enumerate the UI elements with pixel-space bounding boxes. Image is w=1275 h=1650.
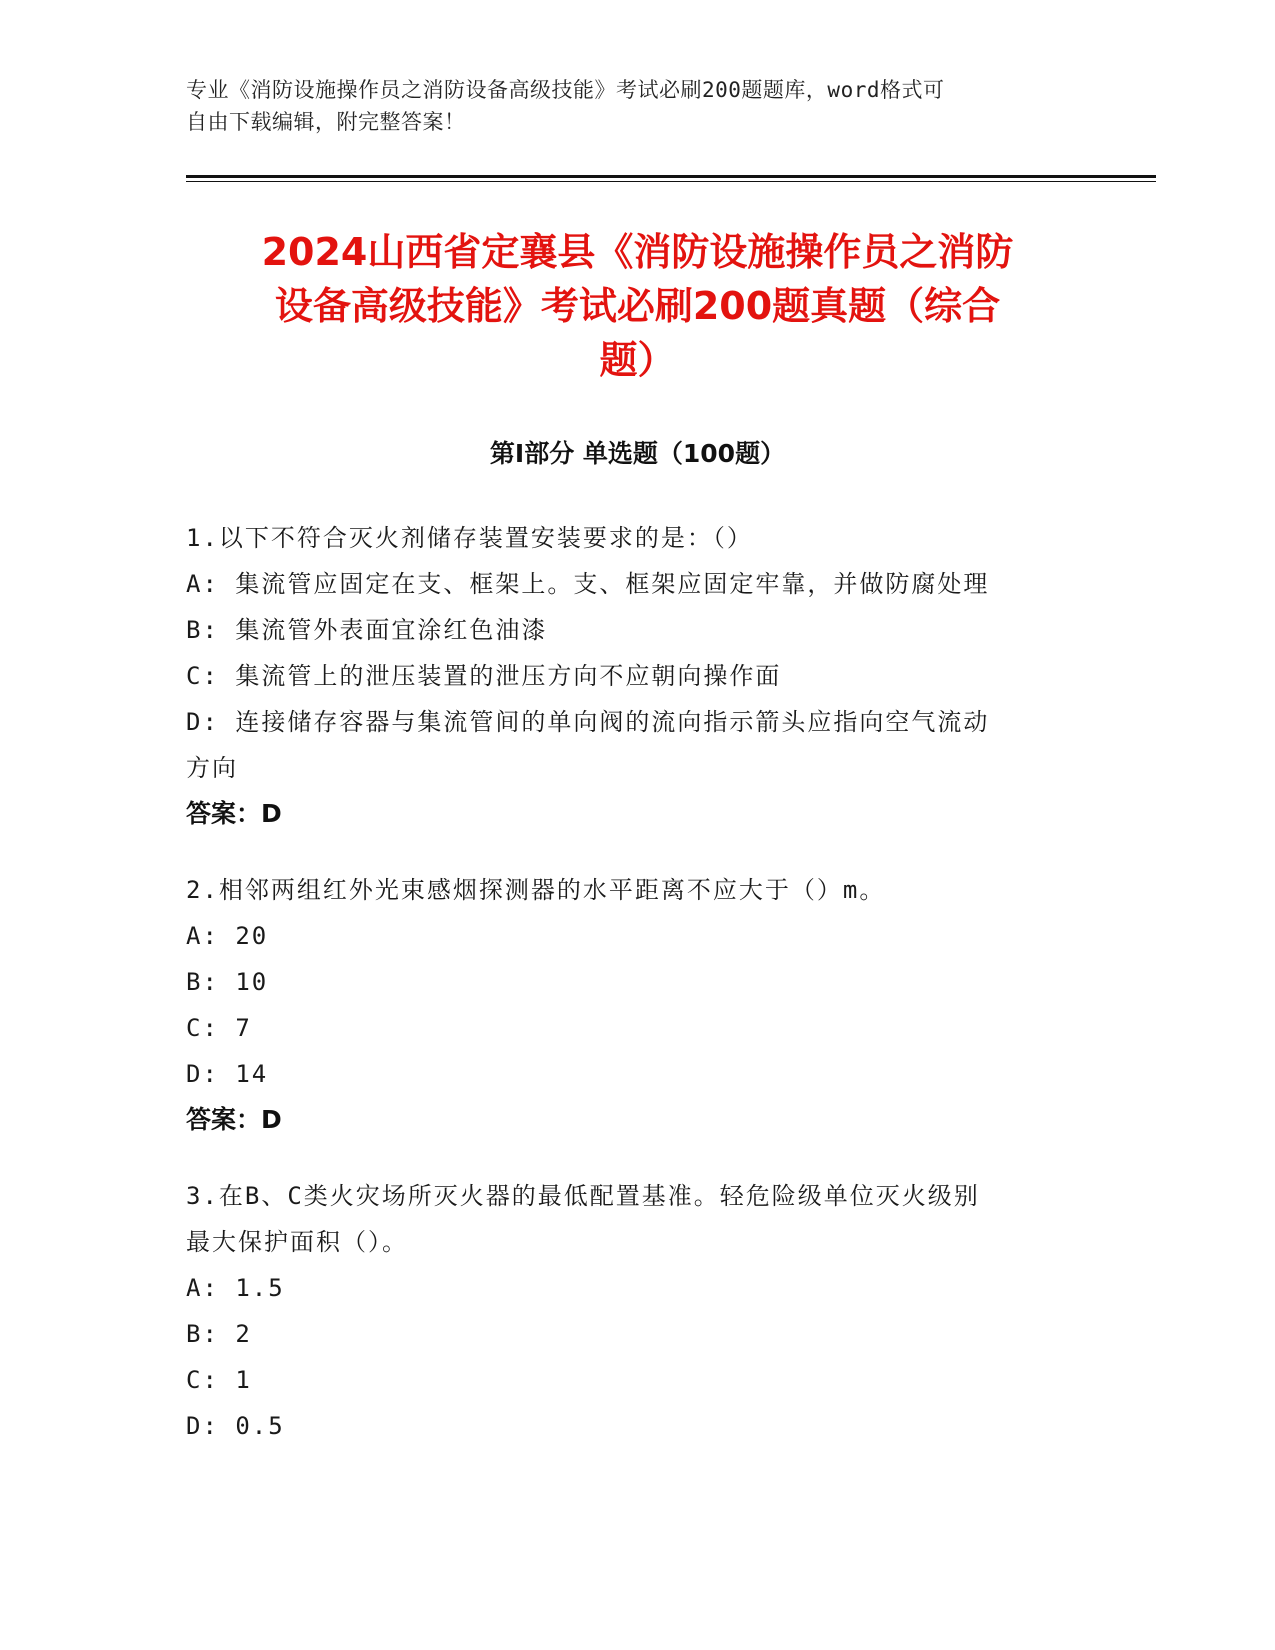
option-a: A: 1.5 [186, 1274, 285, 1302]
question-3 [186, 1173, 1086, 1449]
option-d: D: 0.5 [186, 1412, 285, 1440]
option-c: C: 集流管上的泄压装置的泄压方向不应朝向操作面 [186, 662, 782, 690]
section-heading: 第Ⅰ部分 单选题（100题） [489, 439, 786, 468]
title-line-3: 题） [599, 338, 676, 382]
header-divider-thick [186, 175, 1156, 178]
option-c: C: 7 [186, 1014, 252, 1042]
option-d-continued: 方向 [186, 754, 238, 782]
header-note-line-1: 专业《消防设施操作员之消防设备高级技能》考试必刷200题题库，word格式可 [186, 78, 945, 102]
question-stem: 1.以下不符合灭火剂储存装置安装要求的是：（） [186, 524, 753, 552]
question-2 [186, 867, 1086, 1143]
option-b: B: 集流管外表面宜涂红色油漆 [186, 616, 548, 644]
header-note [186, 74, 1066, 138]
question-list [186, 515, 1086, 1479]
option-b: B: 2 [186, 1320, 252, 1348]
document-title [186, 225, 1089, 387]
title-line-1: 2024山西省定襄县《消防设施操作员之消防 [261, 230, 1014, 274]
option-b: B: 10 [186, 968, 269, 996]
question-1 [186, 515, 1086, 837]
answer: 答案：D [186, 799, 282, 828]
option-d: D: 连接储存容器与集流管间的单向阀的流向指示箭头应指向空气流动 [186, 708, 990, 736]
option-c: C: 1 [186, 1366, 252, 1394]
answer: 答案：D [186, 1105, 282, 1134]
option-d: D: 14 [186, 1060, 269, 1088]
header-divider-thin [186, 181, 1156, 182]
option-a: A: 集流管应固定在支、框架上。支、框架应固定牢靠，并做防腐处理 [186, 570, 990, 598]
question-stem-continued: 最大保护面积（）。 [186, 1228, 408, 1256]
question-stem: 2.相邻两组红外光束感烟探测器的水平距离不应大于（）m。 [186, 876, 886, 904]
title-line-2: 设备高级技能》考试必刷200题真题（综合 [274, 284, 1001, 328]
header-note-line-2: 自由下载编辑，附完整答案！ [186, 110, 466, 134]
question-stem: 3.在B、C类火灾场所灭火器的最低配置基准。轻危险级单位灭火级别 [186, 1182, 980, 1210]
option-a: A: 20 [186, 922, 269, 950]
